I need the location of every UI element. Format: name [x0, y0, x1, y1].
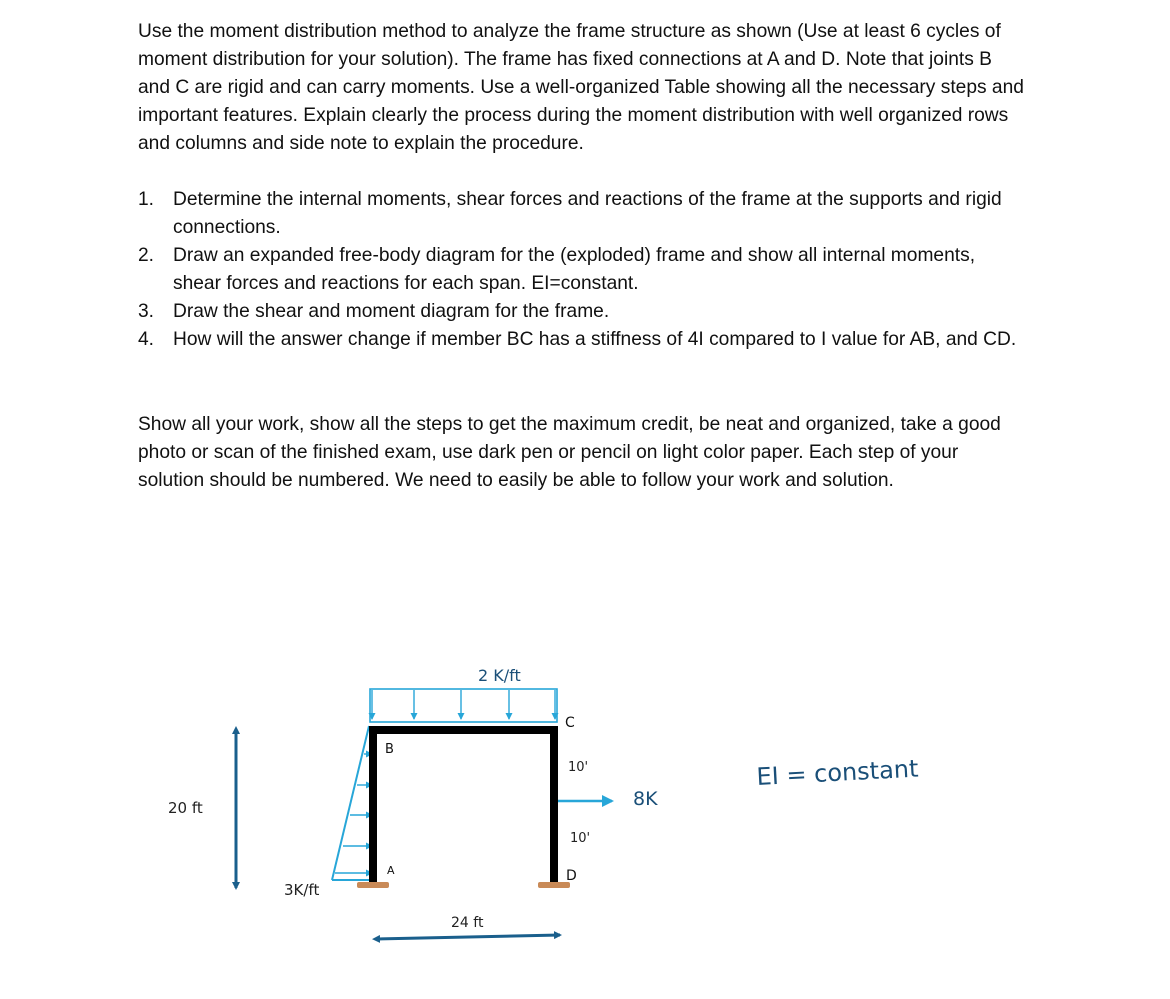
- stiffness-note: EI = constant: [755, 754, 920, 791]
- span-dimension-arrow: [378, 935, 560, 939]
- lower-segment-label: 10': [570, 831, 591, 846]
- point-load-label: 8K: [633, 788, 658, 810]
- column-cd: [550, 726, 558, 883]
- task-text: Draw the shear and moment diagram for the frame.: [173, 301, 610, 322]
- node-label-c: C: [565, 715, 575, 731]
- problem-instructions: Show all your work, show all the steps to get the maximum credit, be neat and organized, take a good photo or scan of the finished exam, use dark pen or pencil on light color paper. Each step of your solution should be numbered. We need to easily be able to follow your work and solution.: [138, 414, 1001, 491]
- height-dimension-label: 20 ft: [168, 799, 203, 817]
- task-number: 4.: [138, 329, 155, 350]
- task-text: Determine the internal moments, shear forces and reactions of the frame at the supports and rigid connections.: [173, 189, 1002, 238]
- span-dimension-label: 24 ft: [451, 915, 484, 931]
- load-box: [370, 689, 557, 722]
- distributed-load-label: 2 K/ft: [478, 666, 521, 685]
- task-number: 2.: [138, 245, 155, 266]
- problem-intro: Use the moment distribution method to analyze the frame structure as shown (Use at least 6 cycles of moment distribution for your solution). The frame has fixed connections at A and D. Note that joints B and C are rigid and can carry moments. Use a well-organized Table showing all the necessary steps and important features. Explain clearly the process during the moment distribution with well organized rows and columns and side note to explain the procedure.: [138, 21, 1024, 154]
- beam-bc: [369, 726, 558, 734]
- task-text: Draw an expanded free-body diagram for the (exploded) frame and show all internal moments, shear forces and reactions for each span. EI=constant.: [173, 245, 976, 294]
- distributed-load: [370, 689, 557, 722]
- fixed-support-a: [357, 882, 389, 888]
- task-number: 1.: [138, 189, 155, 210]
- upper-segment-label: 10': [568, 760, 589, 775]
- triangular-load-label: 3K/ft: [284, 881, 320, 899]
- load-slope-line: [332, 726, 369, 880]
- column-ab: [369, 726, 377, 883]
- task-number: 3.: [138, 301, 155, 322]
- node-label-b: B: [385, 742, 394, 757]
- node-label-d: D: [566, 868, 577, 884]
- triangular-load: [332, 726, 372, 880]
- task-text: How will the answer change if member BC has a stiffness of 4I compared to I value for AB, and CD.: [173, 329, 1017, 350]
- node-label-a: A: [387, 864, 395, 877]
